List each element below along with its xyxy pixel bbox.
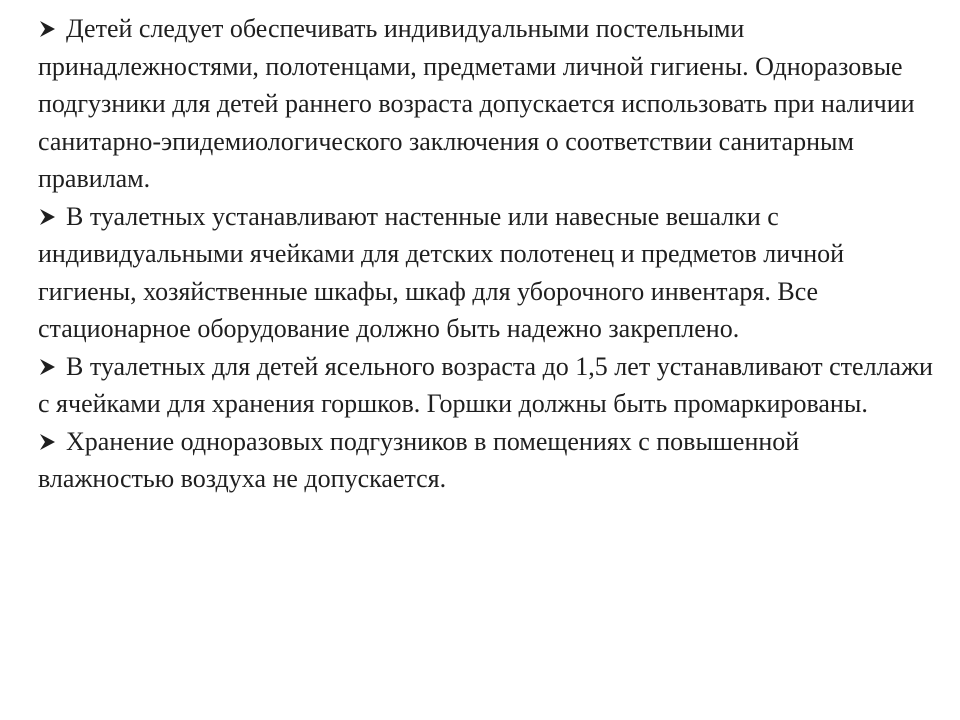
- arrow-right-icon: [38, 20, 56, 38]
- arrow-right-icon: [38, 358, 56, 376]
- bullet-item: [38, 348, 938, 423]
- bullet-list: [38, 10, 938, 498]
- bullet-item: [38, 198, 938, 348]
- arrow-right-icon: [38, 208, 56, 226]
- bullet-item: [38, 10, 938, 198]
- bullet-text: В туалетных для детей ясельного возраста до 1,5 лет устанавливают стеллажи с ячейками для хранения горшков. Горшки должны быть промаркированы.: [38, 351, 933, 418]
- bullet-text: В туалетных устанавливают настенные или навесные вешалки с индивидуальными ячейками для детских полотенец и предметов личной гигиены, хозяйственные шкафы, шкаф для уборочного инвентаря. Все стационарное оборудование должно быть надежно закреплено.: [38, 201, 845, 343]
- bullet-text: Хранение одноразовых подгузников в помещениях с повышенной влажностью воздуха не допускается.: [38, 426, 800, 493]
- bullet-text: Детей следует обеспечивать индивидуальными постельными принадлежностями, полотенцами, предметами личной гигиены. Одноразовые подгузники для детей раннего возраста допускается использовать при наличии санитарно-эпидемиологического заключения о соответствии санитарным правилам.: [38, 14, 915, 193]
- arrow-right-icon: [38, 433, 56, 451]
- bullet-item: [38, 423, 938, 498]
